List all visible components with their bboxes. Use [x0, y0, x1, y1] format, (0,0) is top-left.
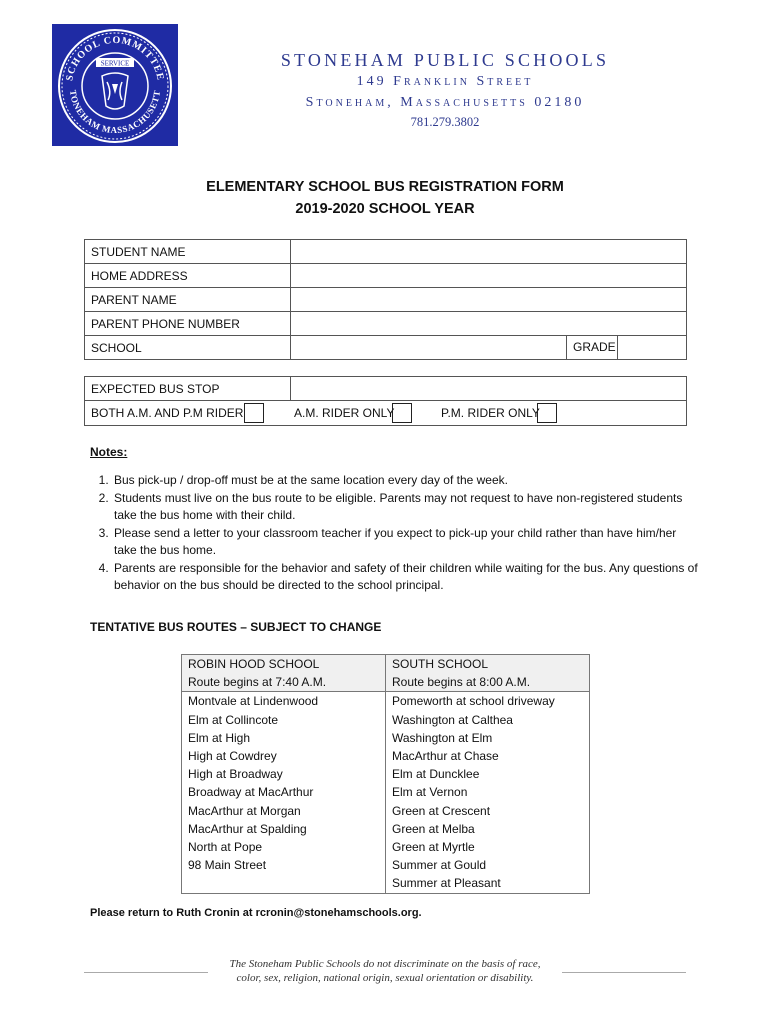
route-stop: High at Broadway	[182, 765, 386, 783]
table-row	[182, 820, 590, 838]
rider-type-row	[85, 401, 687, 426]
route-stop: 98 Main Street	[182, 856, 386, 874]
table-row	[182, 838, 590, 856]
rider-info-table	[84, 376, 687, 426]
grade-label: GRADE	[566, 336, 617, 359]
note-item: 3. Please send a letter to your classroom teacher if you expect to pick-up your child rather than have him/her take the bus home.	[112, 525, 702, 560]
table-row	[182, 692, 590, 711]
footer-line: color, sex, religion, national origin, sexual orientation or disability.	[236, 972, 534, 984]
route-stop: High at Cowdrey	[182, 747, 386, 765]
return-instructions: Please return to Ruth Cronin at rcronin@stonehamschools.org.	[90, 907, 422, 919]
route-begins-header: Route begins at 8:00 A.M.	[386, 673, 590, 692]
table-row	[182, 765, 590, 783]
footer-rule-left	[84, 972, 208, 973]
table-row	[182, 783, 590, 801]
both-rider-checkbox[interactable]	[244, 403, 264, 423]
parent-name-label: PARENT NAME	[85, 288, 291, 312]
both-rider-label: BOTH A.M. AND P.M RIDER	[91, 406, 244, 420]
nondiscrimination-statement	[200, 957, 570, 985]
table-row	[182, 747, 590, 765]
routes-heading: TENTATIVE BUS ROUTES – SUBJECT TO CHANGE	[90, 620, 382, 634]
parent-name-field[interactable]	[291, 288, 687, 312]
table-row	[182, 874, 590, 893]
parent-phone-label: PARENT PHONE NUMBER	[85, 312, 291, 336]
route-stop	[182, 874, 386, 893]
route-stop: Pomeworth at school driveway	[386, 692, 590, 711]
route-stop: Green at Crescent	[386, 802, 590, 820]
svg-text:STONEHAM MASSACHUSETTS: TONEHAM MASSACHUSETT	[67, 89, 163, 136]
district-street: 149 Franklin Street	[356, 74, 534, 89]
route-school-header: ROBIN HOOD SCHOOL	[182, 655, 386, 674]
route-stop: Washington at Calthea	[386, 711, 590, 729]
home-address-label: HOME ADDRESS	[85, 264, 291, 288]
home-address-field[interactable]	[291, 264, 687, 288]
svg-text:SCHOOL COMMITTEE: SCHOOL COMMITTEE	[64, 34, 166, 82]
expected-stop-label: EXPECTED BUS STOP	[85, 377, 291, 401]
route-stop: Green at Myrtle	[386, 838, 590, 856]
district-name: STONEHAM PUBLIC SCHOOLS	[280, 50, 610, 70]
route-stop: North at Pope	[182, 838, 386, 856]
note-item: 2. Students must live on the bus route to be eligible. Parents may not request to have non-registered students take the bus home with their child.	[112, 490, 702, 525]
route-stop: MacArthur at Spalding	[182, 820, 386, 838]
table-row	[182, 856, 590, 874]
form-title: ELEMENTARY SCHOOL BUS REGISTRATION FORM	[206, 179, 564, 195]
table-row	[182, 802, 590, 820]
form-subtitle: 2019-2020 SCHOOL YEAR	[295, 201, 475, 217]
route-begins-header: Route begins at 7:40 A.M.	[182, 673, 386, 692]
am-rider-checkbox[interactable]	[392, 403, 412, 423]
route-stop: Broadway at MacArthur	[182, 783, 386, 801]
footer-line: The Stoneham Public Schools do not discriminate on the basis of race,	[229, 958, 541, 970]
route-stop: Summer at Gould	[386, 856, 590, 874]
pm-rider-checkbox[interactable]	[537, 403, 557, 423]
expected-stop-field[interactable]	[291, 377, 687, 401]
bus-routes-table	[181, 654, 590, 894]
district-phone: 781.279.3802	[410, 115, 480, 129]
route-stop: Elm at Collincote	[182, 711, 386, 729]
grade-cell	[566, 336, 687, 360]
route-stop: MacArthur at Chase	[386, 747, 590, 765]
student-name-field[interactable]	[291, 240, 687, 264]
school-field[interactable]	[291, 336, 567, 360]
district-city: Stoneham, Massachusetts 02180	[305, 95, 585, 110]
route-stop: Montvale at Lindenwood	[182, 692, 386, 711]
route-stop: Elm at Vernon	[386, 783, 590, 801]
table-row	[182, 711, 590, 729]
route-stop: Elm at Duncklee	[386, 765, 590, 783]
grade-field[interactable]	[617, 336, 686, 359]
note-item: 1. Bus pick-up / drop-off must be at the same location every day of the week.	[112, 472, 702, 490]
notes-heading: Notes:	[90, 445, 128, 459]
school-label: SCHOOL	[85, 336, 291, 360]
footer-rule-right	[562, 972, 686, 973]
route-stop: MacArthur at Morgan	[182, 802, 386, 820]
student-info-table	[84, 239, 687, 360]
note-item: 4. Parents are responsible for the behavior and safety of their children while waiting for the bus. Any questions of behavior on the bus should be directed to the school principal.	[112, 560, 702, 595]
route-stop: Washington at Elm	[386, 729, 590, 747]
route-stop: Green at Melba	[386, 820, 590, 838]
am-rider-label: A.M. RIDER ONLY	[294, 406, 395, 420]
parent-phone-field[interactable]	[291, 312, 687, 336]
notes-list	[90, 472, 702, 595]
svg-text:SERVICE: SERVICE	[100, 59, 130, 68]
route-school-header: SOUTH SCHOOL	[386, 655, 590, 674]
student-name-label: STUDENT NAME	[85, 240, 291, 264]
route-stop: Elm at High	[182, 729, 386, 747]
school-committee-seal	[52, 24, 178, 146]
route-stop: Summer at Pleasant	[386, 874, 590, 893]
pm-rider-label: P.M. RIDER ONLY	[441, 406, 540, 420]
table-row	[182, 729, 590, 747]
